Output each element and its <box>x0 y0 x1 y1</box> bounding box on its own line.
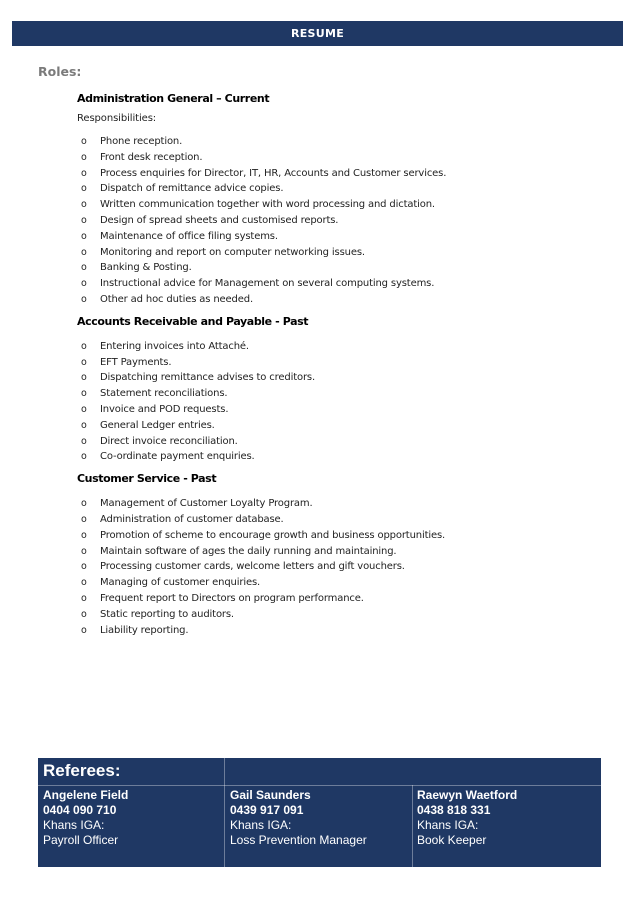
role-section-customer-service <box>77 472 597 638</box>
bullet-icon: o <box>81 356 87 368</box>
referee-phone: 0438 818 331 <box>417 803 491 817</box>
referee-name: Angelene Field <box>43 788 129 802</box>
bullet-icon: o <box>81 214 87 226</box>
section-title: Customer Service - Past <box>77 472 217 486</box>
list-item <box>77 181 597 197</box>
referee-company: Khans IGA: <box>417 818 479 832</box>
responsibility-list <box>77 339 597 465</box>
referee-phone: 0404 090 710 <box>43 803 117 817</box>
referee-company: Khans IGA: <box>43 818 105 832</box>
list-item-text: Phone reception. <box>100 136 183 147</box>
bullet-icon: o <box>81 624 87 636</box>
bullet-icon: o <box>81 513 87 525</box>
referee-card <box>417 788 517 848</box>
list-item <box>77 402 597 418</box>
list-item <box>77 528 597 544</box>
bullet-icon: o <box>81 372 87 384</box>
list-item <box>77 166 597 182</box>
referee-company: Khans IGA: <box>230 818 292 832</box>
list-item-text: Process enquiries for Director, IT, HR, Accounts and Customer services. <box>100 167 447 179</box>
bullet-icon: o <box>81 262 87 274</box>
table-divider <box>412 785 413 867</box>
referee-role: Book Keeper <box>417 833 487 847</box>
list-item <box>77 418 597 434</box>
list-item <box>77 213 597 229</box>
list-item-text: Dispatching remittance advises to creditors. <box>100 372 316 384</box>
list-item <box>77 197 597 213</box>
list-item <box>77 591 597 607</box>
list-item-text: Promotion of scheme to encourage growth and business opportunities. <box>100 529 446 541</box>
bullet-icon: o <box>81 608 87 620</box>
list-item-text: EFT Payments. <box>100 356 172 368</box>
list-item <box>77 449 597 465</box>
referee-name: Raewyn Waetford <box>417 788 518 802</box>
list-item <box>77 276 597 292</box>
list-item <box>77 623 597 639</box>
list-item <box>77 496 597 512</box>
list-item-text: Invoice and POD requests. <box>100 403 229 415</box>
bullet-icon: o <box>81 278 87 290</box>
referee-role: Payroll Officer <box>43 833 119 847</box>
list-item <box>77 229 597 245</box>
list-item-text: Static reporting to auditors. <box>100 608 234 620</box>
list-item-text: Co-ordinate payment enquiries. <box>100 451 255 463</box>
bullet-icon: o <box>81 340 87 352</box>
bullet-icon: o <box>81 561 87 573</box>
referees-title-row <box>38 758 601 785</box>
table-divider <box>224 758 225 867</box>
bullet-icon: o <box>81 388 87 400</box>
list-item-text: Monitoring and report on computer networking issues. <box>100 246 365 258</box>
bullet-icon: o <box>81 403 87 415</box>
list-item <box>77 544 597 560</box>
resume-header-bar <box>12 21 623 46</box>
bullet-icon: o <box>81 183 87 195</box>
list-item <box>77 607 597 623</box>
resume-title: RESUME <box>290 27 345 40</box>
bullet-icon: o <box>81 545 87 557</box>
bullet-icon: o <box>81 136 87 147</box>
section-title: Accounts Receivable and Payable - Past <box>77 314 309 328</box>
list-item-text: Frequent report to Directors on program performance. <box>100 592 364 604</box>
list-item <box>77 512 597 528</box>
referee-name: Gail Saunders <box>230 788 311 802</box>
bullet-icon: o <box>81 230 87 242</box>
list-item <box>77 575 597 591</box>
bullet-icon: o <box>81 451 87 463</box>
list-item-text: Administration of customer database. <box>100 513 284 525</box>
list-item-text: Maintain software of ages the daily running and maintaining. <box>100 545 397 557</box>
responsibilities-label: Responsibilities: <box>77 113 157 124</box>
list-item-text: Processing customer cards, welcome letters and gift vouchers. <box>100 561 405 573</box>
list-item <box>77 339 597 355</box>
list-item-text: Managing of customer enquiries. <box>100 577 261 589</box>
list-item-text: Design of spread sheets and customised reports. <box>100 214 339 226</box>
list-item <box>77 386 597 402</box>
list-item-text: Banking & Posting. <box>100 262 192 274</box>
list-item-text: Liability reporting. <box>100 624 189 636</box>
list-item-text: Front desk reception. <box>100 151 203 163</box>
list-item-text: Written communication together with word processing and dictation. <box>100 199 435 211</box>
list-item <box>77 134 597 150</box>
bullet-icon: o <box>81 435 87 447</box>
referees-table <box>38 758 601 867</box>
list-item <box>77 434 597 450</box>
roles-content <box>77 92 597 645</box>
bullet-icon: o <box>81 498 87 510</box>
list-item-text: Statement reconciliations. <box>100 388 228 400</box>
bullet-icon: o <box>81 167 87 179</box>
role-section-accounts <box>77 315 597 465</box>
list-item-text: Entering invoices into Attaché. <box>100 340 249 352</box>
list-item <box>77 292 597 308</box>
referee-card <box>230 788 367 848</box>
list-item-text: Dispatch of remittance advice copies. <box>100 183 284 195</box>
referees-title: Referees: <box>43 761 121 780</box>
bullet-icon: o <box>81 419 87 431</box>
referee-role: Loss Prevention Manager <box>230 833 367 847</box>
role-section-administration <box>77 92 597 308</box>
referee-phone: 0439 917 091 <box>230 803 304 817</box>
list-item-text: Maintenance of office filing systems. <box>100 230 278 242</box>
section-title: Administration General – Current <box>77 92 270 105</box>
list-item <box>77 245 597 261</box>
referee-card <box>43 788 128 848</box>
list-item-text: Other ad hoc duties as needed. <box>100 293 253 305</box>
roles-heading: Roles: <box>38 64 82 79</box>
responsibility-list <box>77 134 597 308</box>
list-item <box>77 150 597 166</box>
bullet-icon: o <box>81 529 87 541</box>
list-item-text: Direct invoice reconciliation. <box>100 435 238 447</box>
list-item <box>77 260 597 276</box>
list-item-text: Instructional advice for Management on several computing systems. <box>100 278 435 290</box>
responsibility-list <box>77 496 597 638</box>
bullet-icon: o <box>81 246 87 258</box>
list-item <box>77 355 597 371</box>
list-item <box>77 559 597 575</box>
bullet-icon: o <box>81 293 87 305</box>
bullet-icon: o <box>81 151 87 163</box>
bullet-icon: o <box>81 577 87 589</box>
list-item-text: General Ledger entries. <box>100 419 215 431</box>
list-item-text: Management of Customer Loyalty Program. <box>100 498 313 510</box>
bullet-icon: o <box>81 199 87 211</box>
list-item <box>77 370 597 386</box>
table-divider <box>38 785 601 786</box>
bullet-icon: o <box>81 592 87 604</box>
